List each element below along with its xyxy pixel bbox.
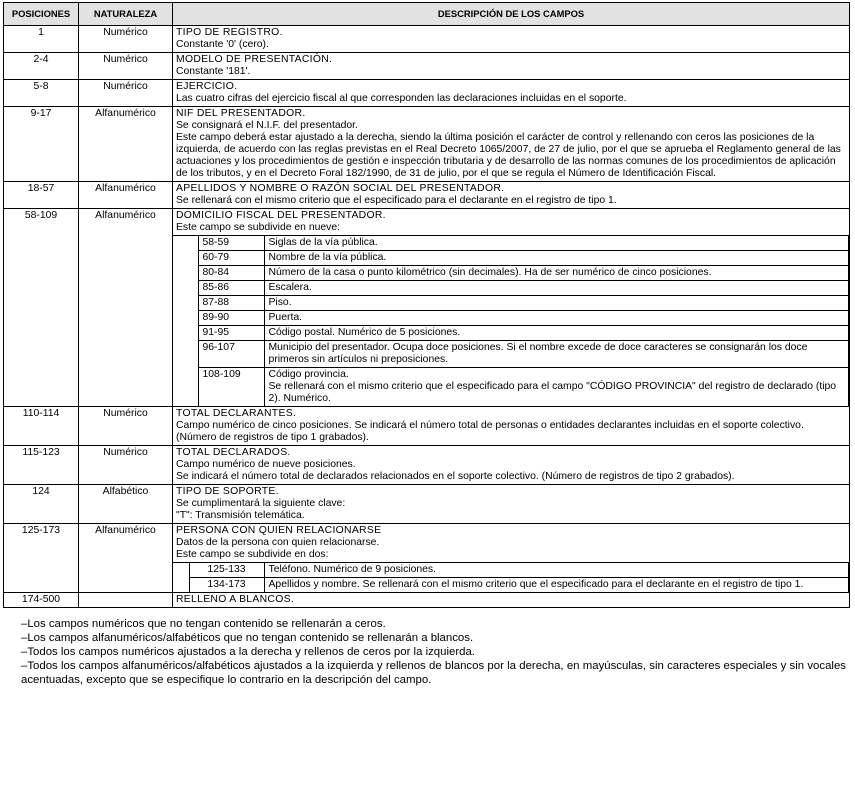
field-text: "T": Transmisión telemática. — [176, 510, 305, 521]
row-nature: Alfanumérico — [79, 209, 173, 236]
field-text: Se consignará el N.I.F. del presentador. — [176, 120, 358, 131]
field-text: Este campo se subdivide en dos: — [176, 549, 329, 560]
subfields-row — [4, 562, 850, 593]
field-title: TIPO DE REGISTRO. — [176, 27, 283, 38]
table-row — [4, 182, 850, 209]
subfield-row — [173, 311, 849, 326]
notes — [3, 617, 852, 687]
field-text: Las cuatro cifras del ejercicio fiscal al que corresponden las declaraciones incluidas en el soporte. — [176, 93, 627, 104]
subfield-positions: 80-84 — [198, 266, 264, 281]
subfield-positions: 96-107 — [198, 341, 264, 368]
field-text: Se cumplimentará la siguiente clave: — [176, 498, 346, 509]
row-nature: Alfanumérico — [79, 182, 173, 209]
row-positions: 115-123 — [4, 446, 79, 485]
field-title: PERSONA CON QUIEN RELACIONARSE — [176, 525, 382, 536]
field-text: Constante '181'. — [176, 66, 251, 77]
row-nature: Numérico — [79, 407, 173, 446]
subfield-description: Municipio del presentador. Ocupa doce posiciones. Si el nombre excede de doce caracteres se consignarán los doce primeros sin artículos ni preposiciones. — [264, 341, 849, 368]
field-text: Campo numérico de cinco posiciones. Se indicará el número total de personas o entidades declarantes incluidas en el soporte colectivo. (Número de registros de tipo 1 grabados). — [176, 420, 804, 443]
subfields-table — [173, 235, 849, 406]
document-page — [3, 0, 852, 687]
row-description — [173, 107, 850, 182]
row-positions: 124 — [4, 485, 79, 524]
subfield-row — [173, 266, 849, 281]
field-text: Se rellenará con el mismo criterio que el especificado para el declarante en el registro de tipo 1. — [176, 195, 617, 206]
table-row-domicilio — [4, 209, 850, 236]
note: –Los campos numéricos que no tengan contenido se rellenarán a ceros. — [21, 618, 386, 630]
header-posiciones: POSICIONES — [4, 3, 79, 26]
subfield-positions: 91-95 — [198, 326, 264, 341]
field-text: Este campo deberá estar ajustado a la derecha, siendo la última posición el carácter de control y rellenando con ceros las posiciones de la izquierda, de acuerdo con las reglas previstas en el Real Decreto 1065/2007, de 27 de julio, por el que se aprueba el Reglamento general de las actuaciones y los procedimientos de gestión e inspección tributaria y de desarrollo de las normas comunes de los procedimientos de aplicación de los tributos, y en el Decreto Foral 182/1990, de 31 de julio, por el que se regula el Número de Identificación Fiscal. — [176, 132, 841, 179]
row-positions: 18-57 — [4, 182, 79, 209]
subfield-row — [173, 281, 849, 296]
table-row — [4, 80, 850, 107]
row-description — [173, 524, 850, 563]
empty-cell — [79, 562, 173, 593]
row-nature: Alfabético — [79, 485, 173, 524]
row-description — [173, 407, 850, 446]
note: –Todos los campos numéricos ajustados a la derecha y rellenos de ceros por la izquierda. — [21, 646, 475, 658]
subfield-description: Escalera. — [264, 281, 849, 296]
subfield-description — [264, 368, 849, 407]
subfield-row — [173, 326, 849, 341]
row-nature: Numérico — [79, 53, 173, 80]
header-descripcion: DESCRIPCIÓN DE LOS CAMPOS — [173, 3, 850, 26]
row-nature: Numérico — [79, 80, 173, 107]
table-row — [4, 407, 850, 446]
subfield-description: Puerta. — [264, 311, 849, 326]
subfield-description: Siglas de la vía pública. — [264, 236, 849, 251]
subfield-description: Piso. — [264, 296, 849, 311]
row-positions: 5-8 — [4, 80, 79, 107]
subfields-table — [173, 562, 849, 592]
field-text: Este campo se subdivide en nueve: — [176, 222, 341, 233]
row-nature — [79, 593, 173, 608]
table-header-row — [4, 3, 850, 26]
subfield-row — [173, 368, 849, 407]
field-text: Datos de la persona con quien relacionarse. — [176, 537, 380, 548]
subfield-positions: 60-79 — [198, 251, 264, 266]
subfield-row — [173, 578, 849, 593]
subfield-positions: 85-86 — [198, 281, 264, 296]
field-title: RELLENO A BLANCOS. — [176, 594, 295, 605]
subfield-positions: 58-59 — [198, 236, 264, 251]
empty-cell — [4, 562, 79, 593]
row-positions: 110-114 — [4, 407, 79, 446]
table-row — [4, 593, 850, 608]
field-text: Se indicará el número total de declarados relacionados en el soporte colectivo. (Número de registros de tipo 2 grabados). — [176, 471, 735, 482]
row-description — [173, 209, 850, 236]
subfield-text: Se rellenará con el mismo criterio que el especificado para el campo "CÓDIGO PROVINCIA" del registro de declarado (tipo 2). Numérico. — [268, 381, 837, 404]
subfields-cell — [173, 562, 850, 593]
row-description — [173, 53, 850, 80]
empty-cell — [79, 235, 173, 407]
field-title: APELLIDOS Y NOMBRE O RAZÓN SOCIAL DEL PRESENTADOR. — [176, 183, 505, 194]
subfield-description: Apellidos y nombre. Se rellenará con el mismo criterio que el especificado para el declarante en el registro de tipo 1. — [264, 578, 849, 593]
subfields-cell — [173, 235, 850, 407]
empty-cell — [4, 235, 79, 407]
subfield-row — [173, 251, 849, 266]
subfield-description: Código postal. Numérico de 5 posiciones. — [264, 326, 849, 341]
fields-table — [3, 2, 850, 608]
field-title: TIPO DE SOPORTE. — [176, 486, 279, 497]
field-title: EJERCICIO. — [176, 81, 238, 92]
subfield-description: Número de la casa o punto kilométrico (sin decimales). Ha de ser numérico de cinco posiciones. — [264, 266, 849, 281]
table-row-persona — [4, 524, 850, 563]
note: –Los campos alfanuméricos/alfabéticos que no tengan contenido se rellenarán a blancos. — [21, 632, 474, 644]
table-row — [4, 485, 850, 524]
row-description — [173, 593, 850, 608]
subfield-positions: 89-90 — [198, 311, 264, 326]
row-description — [173, 182, 850, 209]
row-positions: 1 — [4, 26, 79, 53]
subfield-row — [173, 563, 849, 578]
row-description — [173, 80, 850, 107]
subfield-row — [173, 236, 849, 251]
header-naturaleza: NATURALEZA — [79, 3, 173, 26]
subfield-description: Nombre de la vía pública. — [264, 251, 849, 266]
field-title: DOMICILIO FISCAL DEL PRESENTADOR. — [176, 210, 386, 221]
row-positions: 174-500 — [4, 593, 79, 608]
subfield-positions: 108-109 — [198, 368, 264, 407]
row-description — [173, 26, 850, 53]
row-description — [173, 485, 850, 524]
row-positions: 125-173 — [4, 524, 79, 563]
field-title: TOTAL DECLARANTES. — [176, 408, 297, 419]
row-positions: 58-109 — [4, 209, 79, 236]
row-positions: 2-4 — [4, 53, 79, 80]
field-title: MODELO DE PRESENTACIÓN. — [176, 54, 333, 65]
subfield-text: Código provincia. — [268, 369, 349, 380]
row-nature: Alfanumérico — [79, 524, 173, 563]
note: –Todos los campos alfanuméricos/alfabéticos ajustados a la izquierda y rellenos de blancos por la derecha, en mayúsculas, sin caracteres especiales y sin vocales acentuadas, excepto que se especifique lo contrario en la descripción del campo. — [21, 660, 846, 686]
table-row — [4, 107, 850, 182]
row-positions: 9-17 — [4, 107, 79, 182]
row-nature: Numérico — [79, 446, 173, 485]
subfield-row — [173, 296, 849, 311]
subfield-positions: 87-88 — [198, 296, 264, 311]
subfield-positions: 125-133 — [189, 563, 264, 578]
subfield-description: Teléfono. Numérico de 9 posiciones. — [264, 563, 849, 578]
field-title: NIF DEL PRESENTADOR. — [176, 108, 306, 119]
row-description — [173, 446, 850, 485]
row-nature: Numérico — [79, 26, 173, 53]
field-title: TOTAL DECLARADOS. — [176, 447, 291, 458]
table-row — [4, 53, 850, 80]
subfield-row — [173, 341, 849, 368]
subfield-positions: 134-173 — [189, 578, 264, 593]
table-row — [4, 446, 850, 485]
field-text: Campo numérico de nueve posiciones. — [176, 459, 356, 470]
row-nature: Alfanumérico — [79, 107, 173, 182]
field-text: Constante '0' (cero). — [176, 39, 269, 50]
table-row — [4, 26, 850, 53]
subfields-row — [4, 235, 850, 407]
